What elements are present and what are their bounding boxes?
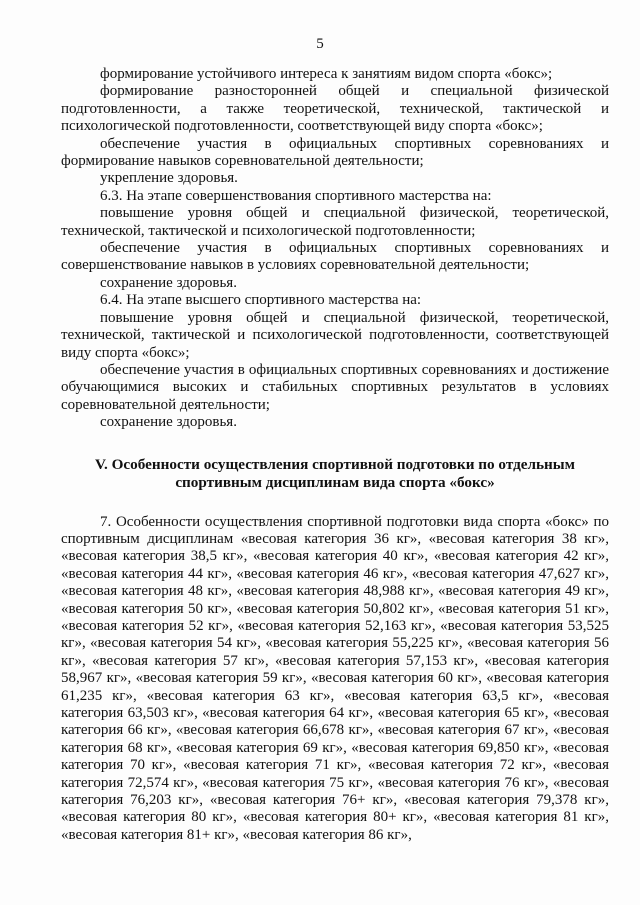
paragraph-level-increase: повышение уровня общей и специальной физической, теоретической, технической, тактической и психологической подготовленности; — [61, 205, 609, 239]
paragraph-health-preservation: сохранение здоровья. — [100, 274, 237, 291]
paragraph-interest: формирование устойчивого интереса к занятиям видом спорта «бокс»; — [100, 66, 553, 82]
paragraph-7: 7. Особенности осуществления спортивной подготовки вида спорта «бокс» по спортивным дисциплинам «весовая категория 36 кг», «весовая категория 38 кг», «весовая категория 38,5 кг», «весовая категория 40 кг», «весовая категория 42 кг», «весовая категория 44 кг», «весовая категория 46 кг», «весовая категория 47,627 кг», «весовая категория 48 кг», «весовая категория 48,988 кг», «весовая категория 49 кг», «весовая категория 50 кг», «весовая категория 50,802 кг», «весовая категория 51 кг», «весовая категория 52 кг», «весовая категория 52,163 кг», «весовая категория 53,525 кг», «весовая категория 54 кг», «весовая категория 55,225 кг», «весовая категория 56 кг», «весовая категория 57 кг», «весовая категория 57,153 кг», «весовая категория 58,967 кг», «весовая категория 59 кг», «весовая категория 60 кг», «весовая категория 61,235 кг», «весовая категория 63 кг», «весовая категория 63,5 кг», «весовая категория 63,503 кг», «весовая категория 64 кг», «весовая категория 65 кг», «весовая категория 66 кг», «весовая категория 66,678 кг», «весовая категория 67 кг», «весовая категория 68 кг», «весовая категория 69 кг», «весовая категория 69,850 кг», «весовая категория 70 кг», «весовая категория 71 кг», «весовая категория 72 кг», «весовая категория 72,574 кг», «весовая категория 75 кг», «весовая категория 76 кг», «весовая категория 76,203 кг», «весовая категория 76+ кг», «весовая категория 79,378 кг», «весовая категория 80 кг», «весовая категория 80+ кг», «весовая категория 81 кг», «весовая категория 81+ кг», «весовая категория 86 кг», — [61, 513, 609, 843]
document-body — [61, 66, 609, 844]
section-heading-line-1: V. Особенности осуществления спортивной подготовки по отдельным — [94, 455, 576, 473]
page-number: 5 — [316, 36, 324, 52]
paragraph-high-results: обеспечение участия в официальных спортивных соревнованиях и достижение обучающимися высоких и стабильных спортивных результатов в условиях соревновательной деятельности; — [61, 361, 609, 413]
paragraph-6-4-heading: 6.4. На этапе высшего спортивного мастерства на: — [100, 292, 422, 309]
paragraph-versatile-training: формирование разносторонней общей и специальной физической подготовленности, а также теоретической, технической, тактической и психологической подготовленности, соответствующей виду спорта «бокс»; — [61, 83, 609, 135]
paragraph-competition-participation: обеспечение участия в официальных спортивных соревнованиях и формирование навыков соревновательной деятельности; — [61, 135, 609, 170]
paragraph-level-increase-higher: повышение уровня общей и специальной физической, теоретической, технической, тактической и психологической подготовленности, соответствующей виду спорта «бокс»; — [61, 309, 609, 361]
paragraph-6-3-heading: 6.3. На этапе совершенствования спортивного мастерства на: — [100, 187, 492, 204]
paragraph-health-strengthening: укрепление здоровья. — [100, 170, 238, 187]
paragraph-health-preservation-2: сохранение здоровья. — [100, 414, 237, 431]
paragraph-competition-improvement: обеспечение участия в официальных спортивных соревнованиях и совершенствование навыков в условиях соревновательной деятельности; — [61, 240, 609, 274]
section-heading-line-2: спортивным дисциплинам вида спорта «бокс» — [175, 473, 495, 491]
section-heading — [61, 456, 609, 492]
